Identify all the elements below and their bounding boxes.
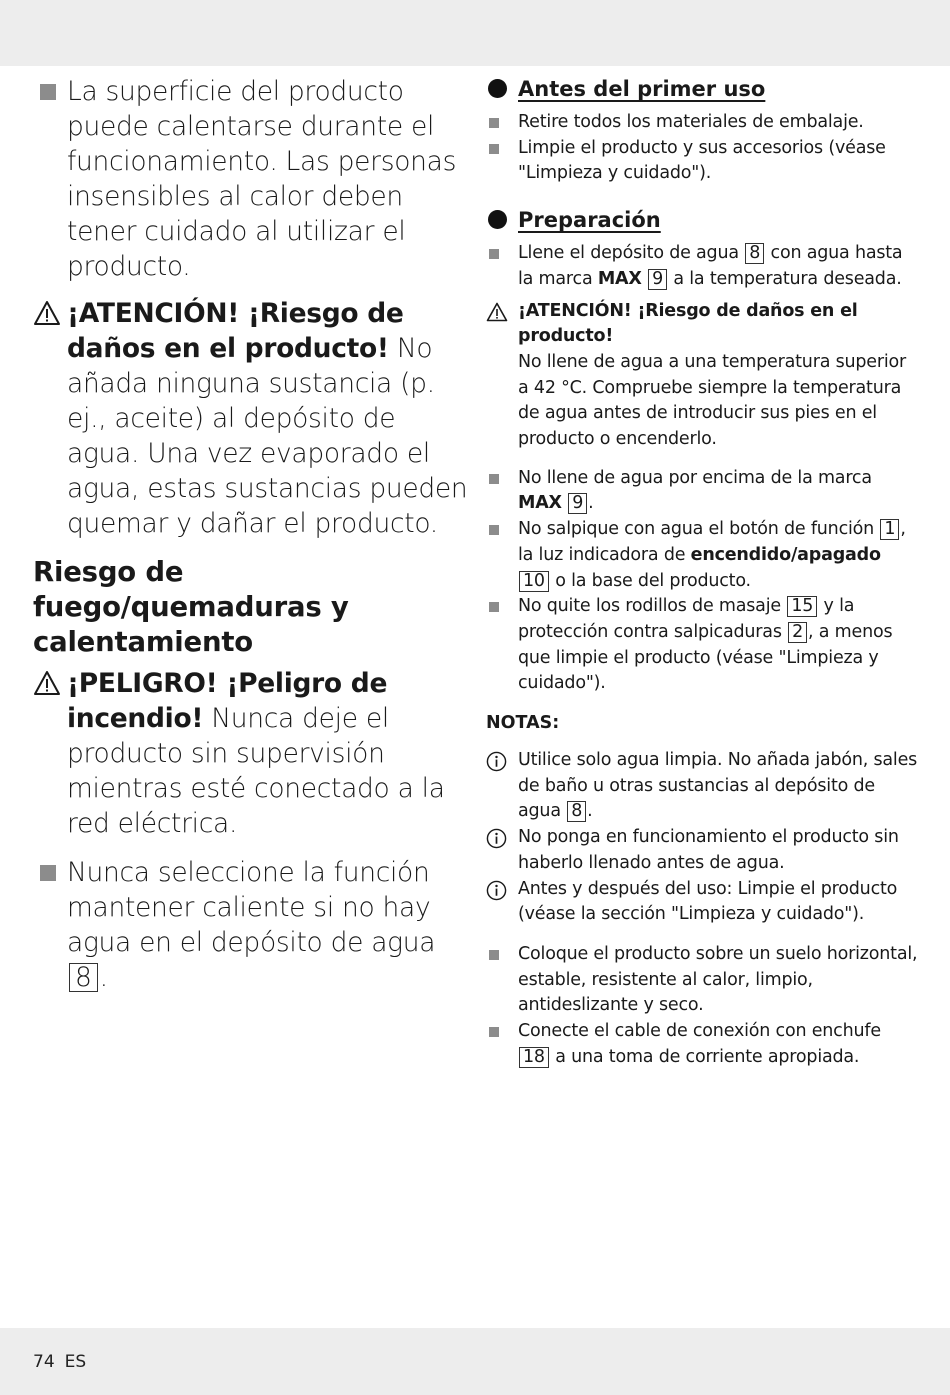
square-bullet-icon <box>489 249 499 259</box>
ref-box: 9 <box>568 493 587 514</box>
ref-box: 18 <box>519 1047 549 1068</box>
footer-band <box>0 1328 950 1395</box>
list-item: Limpie el producto y sus accesorios (véase "Limpieza y cuidado"). <box>486 136 918 187</box>
square-bullet-icon <box>489 144 499 154</box>
ref-box: 1 <box>880 519 899 540</box>
warning-product-damage: ¡ATENCIÓN! ¡Riesgo de daños en el producto! No añada ninguna sustancia (p. ej., aceite) al depósito de agua. Una vez evaporado el agua, estas sustancias pueden quemar y dañar el producto. <box>33 296 473 541</box>
bullet-keep-warm: Nunca seleccione la función mantener caliente si no hay agua en el depósito de agua 8 . <box>33 855 473 995</box>
square-bullet-icon <box>489 950 499 960</box>
section-heading-fire: Riesgo de fuego/quemaduras y calentamiento <box>33 556 349 658</box>
warning-triangle-icon <box>33 300 61 326</box>
bullet-surface-heat: La superficie del producto puede calentarse durante el funcionamiento. Las personas insensibles al calor deben tener cuidado al utilizar el producto. <box>33 74 473 284</box>
info-icon <box>486 751 507 772</box>
list-item: Coloque el producto sobre un suelo horizontal, estable, resistente al calor, limpio, antideslizante y seco. <box>486 942 918 1019</box>
list-item: No quite los rodillos de masaje 15 y la protección contra salpicaduras 2 , a menos que limpie el producto (véase "Limpieza y cuidado"). <box>486 594 918 697</box>
info-note: Antes y después del uso: Limpie el producto (véase la sección "Limpieza y cuidado"). <box>486 877 918 928</box>
top-band <box>0 0 950 66</box>
square-bullet-icon <box>489 602 499 612</box>
filled-circle-icon <box>488 210 507 229</box>
square-bullet-icon <box>489 474 499 484</box>
left-column <box>33 74 473 995</box>
square-bullet-icon <box>489 1027 499 1037</box>
section-before-first-use: Antes del primer uso <box>486 74 918 104</box>
notes-heading: NOTAS: <box>486 713 560 734</box>
square-bullet-icon <box>40 84 56 100</box>
ref-box: 8 <box>567 801 586 822</box>
warning-triangle-icon <box>486 302 508 322</box>
list-item: Conecte el cable de conexión con enchufe 18 a una toma de corriente apropiada. <box>486 1019 918 1070</box>
filled-circle-icon <box>488 79 507 98</box>
page-footer <box>33 1352 96 1372</box>
ref-box: 15 <box>787 596 817 617</box>
ref-box: 2 <box>788 622 807 643</box>
square-bullet-icon <box>40 865 56 881</box>
section-preparation: Preparación <box>486 205 918 235</box>
right-column <box>486 74 918 1071</box>
ref-box: 8 <box>69 963 98 992</box>
list-item: No salpique con agua el botón de función 1 , la luz indicadora de encendido/apagado 10 o la base del producto. <box>486 517 918 594</box>
ref-box: 10 <box>519 571 549 592</box>
attention-note: ¡ATENCIÓN! ¡Riesgo de daños en el producto! No llene de agua a una temperatura superior a 42 °C. Compruebe siempre la temperatura de agua antes de introducir sus pies en el producto o encenderlo. <box>486 299 918 453</box>
language-code: ES <box>64 1352 87 1372</box>
info-note: No ponga en funcionamiento el producto sin haberlo llenado antes de agua. <box>486 825 918 876</box>
square-bullet-icon <box>489 118 499 128</box>
attention-title: ¡ATENCIÓN! ¡Riesgo de daños en el producto! <box>518 300 858 347</box>
warning-fire-danger: ¡PELIGRO! ¡Peligro de incendio! Nunca deje el producto sin supervisión mientras esté conectado a la red eléctrica. <box>33 666 473 841</box>
warning-triangle-icon <box>33 670 61 696</box>
warning-title: ¡ATENCIÓN! ¡Riesgo de daños en el producto! <box>67 298 404 364</box>
info-icon <box>486 880 507 901</box>
list-item: No llene de agua por encima de la marca MAX 9 . <box>486 466 918 517</box>
square-bullet-icon <box>489 525 499 535</box>
list-item: Llene el depósito de agua 8 con agua hasta la marca MAX 9 a la temperatura deseada. <box>486 241 918 292</box>
info-note: Utilice solo agua limpia. No añada jabón, sales de baño u otras sustancias al depósito de agua 8 . <box>486 748 918 825</box>
info-icon <box>486 828 507 849</box>
list-item: Retire todos los materiales de embalaje. <box>486 110 918 136</box>
ref-box: 8 <box>745 243 764 264</box>
danger-title: ¡PELIGRO! ¡Peligro de incendio! <box>67 668 388 734</box>
ref-box: 9 <box>648 269 667 290</box>
page-number: 74 <box>33 1352 55 1372</box>
